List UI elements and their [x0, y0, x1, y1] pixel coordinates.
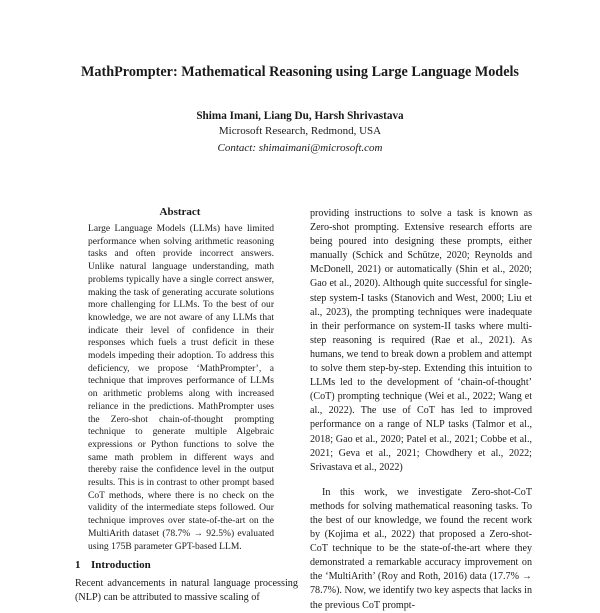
body-paragraph: In this work, we investigate Zero-shot-CoT methods for solving mathematical reasoning tasks. To the best of our knowledge, we found the recent work by (Kojima et al., 2022) that proposed a Zero-shot-CoT technique to be the state-of-the-art where they demonstrated a remarkable accuracy improvement on the ‘MultiArith’ (Roy and Roth, 2016) data (17.7% → 78.7%). Now, we identify two key aspects that lacks in the previous CoT prompt-	[310, 486, 532, 611]
affiliation: Microsoft Research, Redmond, USA	[218, 125, 382, 137]
intro-heading	[75, 559, 295, 571]
section-number: 1	[75, 559, 81, 571]
abstract-heading: Abstract	[159, 206, 201, 218]
contact-email: Contact: shimaimani@microsoft.com	[217, 142, 383, 154]
right-column	[310, 207, 532, 613]
body-paragraph: providing instructions to solve a task is known as Zero-shot prompting. Extensive research efforts are being poured into designing these prompts, either manually (Schick and Schütze, 2020; Reynolds and McDonell, 2021) or automatically (Shin et al., 2020; Gao et al., 2020). Although quite successful for single-step system-I tasks (Stanovich and West, 2000; Liu et al., 2023), the prompting techniques were inadequate in their performance on system-II tasks where multi-step reasoning is required (Rae et al., 2021). As humans, we tend to break down a problem and attempt to solve them step-by-step. Extending this intuition to LLMs led to the development of ‘chain-of-thought’ (CoT) prompting technique (Wei et al., 2022; Wang et al., 2022). The use of CoT has led to improved performance on a range of NLP tasks (Talmor et al., 2018; Gao et al., 2020; Patel et al., 2021; Cobbe et al., 2021; Geva et al., 2021; Chowdhery et al., 2022; Srivastava et al., 2022)	[310, 208, 532, 473]
author-list: Shima Imani, Liang Du, Harsh Shrivastava	[196, 110, 404, 122]
intro-text: Recent advancements in natural language processing (NLP) can be attributed to massive scaling of	[75, 578, 298, 603]
abstract-text: Large Language Models (LLMs) have limited performance when solving arithmetic reasoning tasks and often provide incorrect answers. Unlike natural language understanding, math problems typically have a single correct answer, making the task of generating accurate solutions more challenging for LLMs. To the best of our knowledge, we are not aware of any LLMs that indicate their level of confidence in their responses which fuels a trust deficit in these models impeding their adoption. To address this deficiency, we propose ‘MathPrompter’, a technique that improves performance of LLMs on arithmetic problems along with increased reliance in the predictions. MathPrompter uses the Zero-shot chain-of-thought prompting technique to generate multiple Algebraic expressions or Python functions to solve the same math problem in different ways and thereby raise the confidence level in the output results. This is in contrast to other prompt based CoT methods, where there is no check on the validity of the intermediate steps followed. Our technique improves over state-of-the-art on the MultiArith dataset (78.7% → 92.5%) evaluated using 175B parameter GPT-based LLM.	[88, 223, 274, 552]
section-title: Introduction	[91, 559, 151, 571]
paper-title: MathPrompter: Mathematical Reasoning using Large Language Models	[81, 64, 519, 80]
